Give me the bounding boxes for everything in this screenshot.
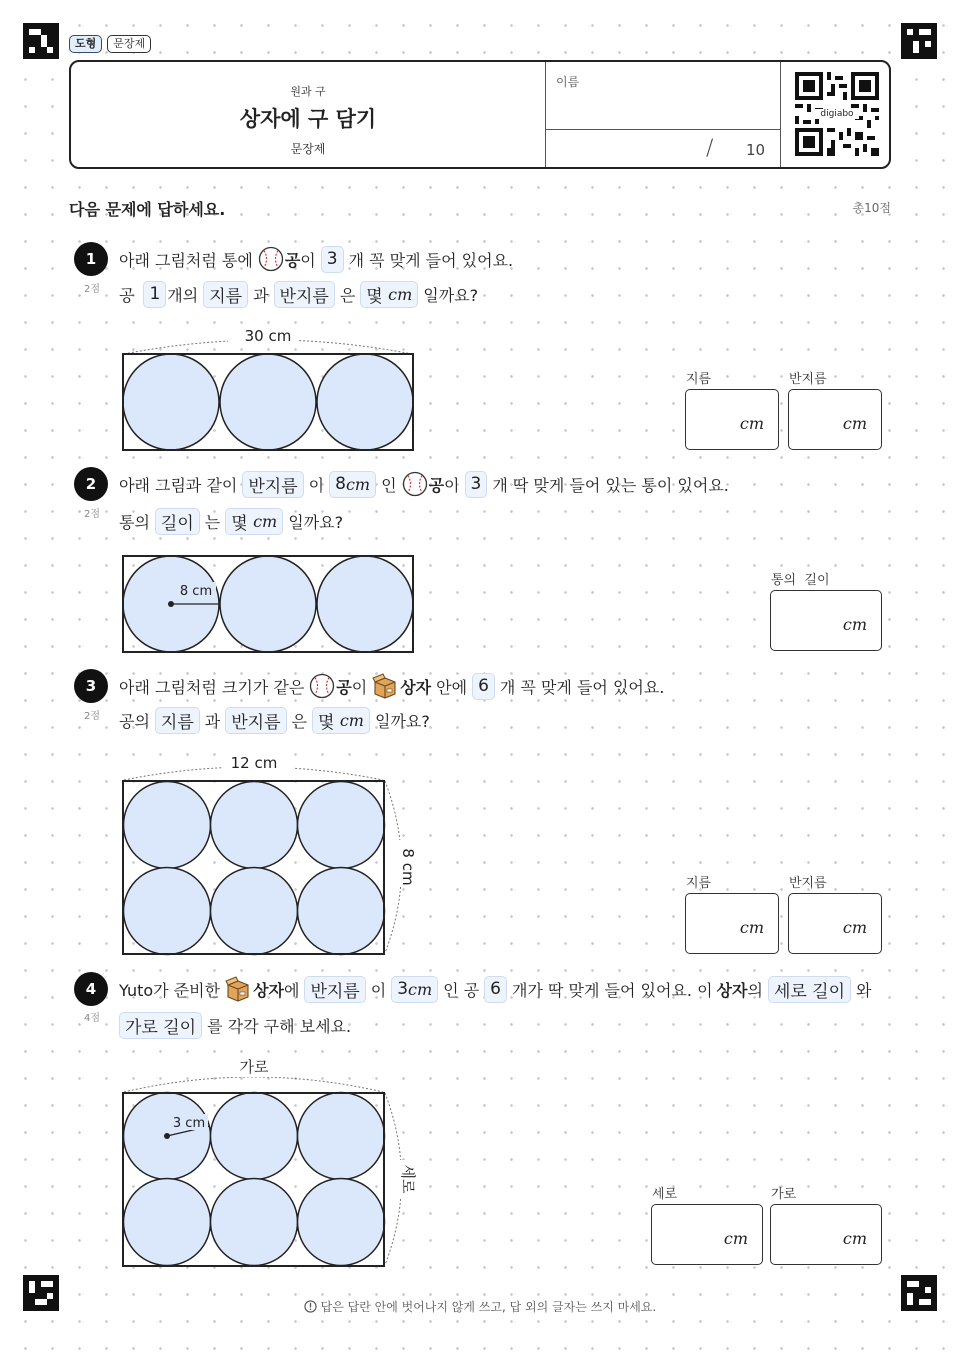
box-icon bbox=[225, 976, 251, 1002]
text: 의 bbox=[747, 980, 763, 1000]
score-field[interactable] bbox=[546, 130, 781, 167]
figure-width-label: 가로 bbox=[239, 1058, 269, 1076]
text: 공 bbox=[336, 677, 352, 697]
question-chip bbox=[312, 707, 370, 734]
question-number: 3 bbox=[74, 669, 108, 703]
text: 개의 bbox=[167, 285, 199, 305]
box-icon bbox=[372, 673, 398, 699]
answer-box-radius[interactable] bbox=[788, 893, 882, 954]
question-text-line bbox=[119, 469, 729, 499]
number-chip: 6 bbox=[472, 673, 495, 700]
text: 공의 bbox=[119, 711, 150, 731]
answer-box-diameter[interactable] bbox=[685, 389, 779, 450]
text: 은 bbox=[291, 711, 307, 731]
text: 이 bbox=[370, 980, 387, 1000]
baseball-icon bbox=[258, 246, 284, 272]
figure-width-label: 30 cm bbox=[244, 327, 292, 345]
text: 에 bbox=[283, 980, 300, 1000]
instruction: 다음 문제에 답하세요. bbox=[69, 200, 226, 219]
corner-marker-top-right bbox=[901, 23, 937, 59]
qr-code bbox=[781, 62, 889, 167]
term-chip: 세로 길이 bbox=[768, 976, 851, 1003]
worksheet-header bbox=[69, 60, 891, 169]
text: 8 bbox=[335, 474, 346, 494]
text: 이 bbox=[308, 475, 325, 495]
question-text-line bbox=[119, 244, 513, 274]
answer-label-width: 가로 bbox=[771, 1187, 797, 1202]
question-number: 4 bbox=[74, 972, 108, 1006]
text: 몇 bbox=[318, 712, 335, 733]
score-max: 10 bbox=[746, 141, 766, 159]
answer-box-height[interactable] bbox=[651, 1204, 763, 1265]
score-slash: / bbox=[706, 136, 714, 161]
page-subtitle: 문장제 bbox=[290, 142, 326, 156]
answer-box-width[interactable] bbox=[770, 1204, 882, 1265]
question-text-line bbox=[119, 705, 430, 735]
answer-label-diameter: 지름 bbox=[686, 876, 712, 891]
answer-unit: cm bbox=[739, 414, 764, 433]
text: 공 bbox=[428, 475, 445, 495]
name-label: 이름 bbox=[556, 75, 580, 89]
text: 개가 딱 맞게 들어 있어요. 이 bbox=[512, 980, 713, 1000]
text: 공 bbox=[119, 285, 135, 305]
text: 개 딱 맞게 들어 있는 통이 있어요. bbox=[492, 475, 729, 495]
subject-label: 원과 구 bbox=[290, 85, 326, 98]
question-text-line bbox=[119, 974, 872, 1004]
question-number: 1 bbox=[74, 242, 108, 276]
answer-box-length[interactable] bbox=[770, 590, 882, 651]
name-field[interactable] bbox=[546, 62, 781, 130]
answer-unit: cm bbox=[842, 918, 867, 937]
answer-unit: cm bbox=[842, 1229, 867, 1248]
qr-label: digiabo bbox=[815, 109, 859, 119]
question-chip bbox=[225, 508, 283, 535]
footer-note bbox=[0, 1298, 960, 1315]
term-chip: 반지름 bbox=[304, 976, 365, 1003]
number-chip: 3 bbox=[321, 246, 344, 273]
answer-label-diameter: 지름 bbox=[686, 372, 712, 387]
question-text-line bbox=[119, 1010, 351, 1040]
text: 는 bbox=[204, 512, 221, 532]
answer-box-diameter[interactable] bbox=[685, 893, 779, 954]
question-chip bbox=[360, 281, 418, 308]
page-title: 상자에 구 담기 bbox=[239, 107, 377, 131]
question-text-line bbox=[119, 671, 664, 701]
radius-label: 3 cm bbox=[172, 1116, 206, 1131]
figure-tube-three-balls bbox=[118, 322, 418, 454]
text: 이 bbox=[300, 250, 316, 270]
number-chip: 3 bbox=[465, 471, 488, 498]
footer-text: 답은 답란 안에 벗어나지 않게 쓰고, 답 외의 글자는 쓰지 마세요. bbox=[320, 1300, 657, 1314]
text: 공 bbox=[284, 250, 301, 270]
tag-row bbox=[69, 35, 151, 53]
figure-height-label: 세로 bbox=[399, 1164, 417, 1194]
info-icon bbox=[304, 1300, 317, 1313]
text: 를 각각 구해 보세요. bbox=[207, 1016, 352, 1036]
text: 과 bbox=[253, 285, 269, 305]
answer-label-height: 세로 bbox=[652, 1187, 678, 1202]
text: 통의 bbox=[119, 512, 150, 532]
text: 아래 그림처럼 크기가 같은 bbox=[119, 677, 305, 697]
text: 개 꼭 맞게 들어 있어요. bbox=[348, 250, 514, 270]
text: 일까요? bbox=[374, 711, 430, 731]
baseball-icon bbox=[402, 471, 428, 497]
question-points: 2점 bbox=[84, 284, 101, 295]
text: 3 bbox=[397, 979, 409, 999]
text: 인 bbox=[381, 475, 397, 495]
text: 몇 bbox=[366, 286, 383, 307]
text: 상자 bbox=[253, 980, 284, 1000]
text: 이 bbox=[351, 677, 368, 697]
text: 상자 bbox=[716, 980, 748, 1000]
baseball-icon bbox=[309, 673, 335, 699]
answer-unit: cm bbox=[842, 414, 867, 433]
question-text-line bbox=[119, 506, 343, 536]
figure-width-label: 12 cm bbox=[230, 754, 278, 772]
text: 와 bbox=[856, 980, 872, 1000]
text: 이 bbox=[444, 475, 460, 495]
unit: cm bbox=[253, 511, 278, 531]
answer-label-length: 통의 길이 bbox=[771, 573, 830, 588]
question-text-line bbox=[119, 279, 478, 309]
answer-label-radius: 반지름 bbox=[789, 876, 827, 891]
text: 아래 그림처럼 통에 bbox=[119, 250, 253, 270]
figure-box-unknown-size bbox=[118, 1054, 418, 1274]
category-tag: 문장제 bbox=[107, 35, 151, 53]
number-chip: 1 bbox=[143, 281, 166, 308]
term-chip: 지름 bbox=[203, 281, 248, 308]
figure-box-six-balls bbox=[118, 750, 418, 960]
unit: cm bbox=[388, 284, 413, 304]
term-chip: 길이 bbox=[155, 508, 200, 535]
radius-label: 8 cm bbox=[179, 584, 213, 599]
answer-unit: cm bbox=[842, 615, 867, 634]
title-block bbox=[71, 62, 546, 167]
term-chip: 반지름 bbox=[225, 707, 286, 734]
answer-box-radius[interactable] bbox=[788, 389, 882, 450]
term-chip: 가로 길이 bbox=[119, 1012, 202, 1039]
text: 과 bbox=[204, 711, 221, 731]
unit: cm bbox=[408, 979, 433, 999]
answer-unit: cm bbox=[723, 1229, 748, 1248]
text: Yuto가 준비한 bbox=[119, 980, 221, 1000]
corner-marker-top-left bbox=[23, 23, 59, 59]
question-number: 2 bbox=[74, 467, 108, 501]
value-chip bbox=[391, 976, 438, 1003]
total-points: 총10점 bbox=[852, 201, 891, 215]
text: 상자 bbox=[400, 677, 432, 697]
unit: cm bbox=[339, 710, 364, 730]
text: 일까요? bbox=[288, 512, 344, 532]
text: 인 공 bbox=[443, 980, 480, 1000]
answer-unit: cm bbox=[739, 918, 764, 937]
text: 몇 bbox=[231, 513, 248, 534]
figure-tube-radius bbox=[118, 552, 418, 656]
text: 안에 bbox=[436, 677, 468, 697]
question-points: 2점 bbox=[84, 711, 101, 722]
term-chip: 반지름 bbox=[242, 471, 303, 498]
text: 개 꼭 맞게 들어 있어요. bbox=[499, 677, 665, 697]
text: 일까요? bbox=[423, 285, 479, 305]
type-tag: 도형 bbox=[69, 35, 102, 53]
question-points: 4점 bbox=[84, 1013, 101, 1024]
unit: cm bbox=[345, 474, 371, 494]
number-chip: 6 bbox=[484, 976, 507, 1003]
figure-height-label: 8 cm bbox=[399, 848, 417, 886]
text: 아래 그림과 같이 bbox=[119, 475, 238, 495]
term-chip: 지름 bbox=[155, 707, 200, 734]
question-points: 2점 bbox=[84, 509, 101, 520]
value-chip bbox=[329, 471, 376, 498]
term-chip: 반지름 bbox=[274, 281, 335, 308]
text: 은 bbox=[339, 285, 356, 305]
answer-label-radius: 반지름 bbox=[789, 372, 827, 387]
